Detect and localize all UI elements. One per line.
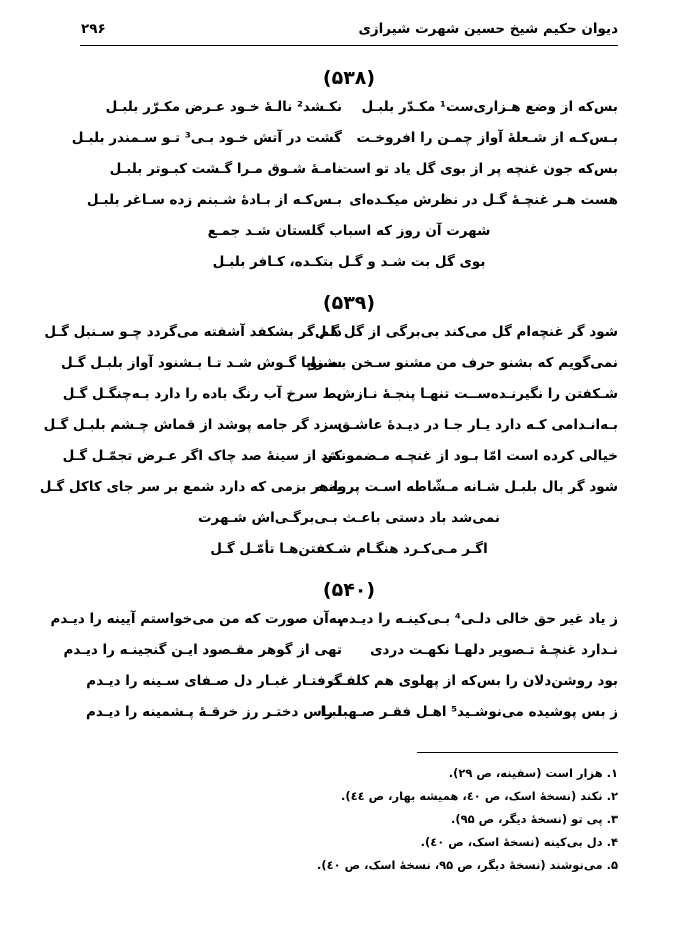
couplet — [71, 123, 618, 154]
first-hemistich: ز بس پوشیده می‌نوشـید⁵ اهـل فقـر صـهبا را — [320, 704, 618, 720]
first-hemistich: بـس‌کـه از شـعلهٔ آواز چمـن را افروخـت — [356, 130, 618, 146]
closing-hemistich: شهرت آن روز که اسباب گلستان شـد جمـع — [207, 223, 491, 239]
couplet — [80, 154, 618, 185]
first-hemistich: هست هـر غنچـهٔ گـل در نظرش میکـده‌ای — [349, 192, 618, 208]
closing-hemistich: نمی‌شد باد دستی باعـث بـی‌برگـی‌اش شـهرت — [197, 510, 500, 526]
running-header-title: دیوان حکیم شیخ حسین شهرت شیرازی — [358, 21, 618, 37]
first-hemistich: شود گر غنچه‌ام گل می‌کند بی‌برگی از گل گـل — [314, 324, 618, 340]
footnotes — [80, 762, 618, 877]
first-hemistich: خیالی کرده است امّا بـود از غنچـه مـضمونش — [321, 448, 618, 464]
header-rule — [80, 45, 618, 46]
second-hemistich: نکـشد² نالـهٔ خـود عـرض مکـرّر بلبـل — [105, 99, 342, 115]
couplet — [80, 185, 618, 216]
couplet — [80, 92, 618, 123]
ghazal-number: (۵۳۹) — [322, 292, 376, 314]
first-hemistich: بس‌که جون غنچه پر از بوی گل یاد تو است — [338, 161, 618, 177]
first-hemistich: نمی‌گویم که بشنو حرف من مشنو سـخن بـشنو — [308, 355, 618, 371]
second-hemistich: تهی از گوهر مقـصود ایـن گنجینـه را دیـدم — [63, 642, 342, 658]
couplet — [50, 604, 618, 635]
first-hemistich: بود روشن‌دلان را بس‌که از پهلوی هم کلفـت — [327, 673, 618, 689]
couplet — [63, 635, 618, 666]
second-hemistich: دلم گر بشکفد آشفته می‌گردد چـو سـنبل گـل — [44, 324, 342, 340]
couplet — [39, 472, 618, 503]
second-hemistich: گشت در آتش خـود بـی³ تـو سـمندر بلبـل — [71, 130, 342, 146]
first-hemistich: ز یاد غیر حق خالی دلـی⁴ بـی‌کینـه را دیـدم — [339, 611, 618, 627]
couplet — [80, 697, 618, 728]
couplet — [44, 317, 618, 348]
page-number: ۲۹۶ — [81, 21, 106, 37]
ghazal-number: (۵۴۰) — [322, 579, 376, 601]
footnote: ۴. دل بی‌کینه (نسخهٔ اسک، ص ٤۰). — [420, 835, 618, 849]
footnote: ۵. می‌نوشند (نسخهٔ دیگر، ص ۹۵، نسخهٔ اسک، ص ٤۰). — [316, 858, 618, 872]
second-hemistich: بـس‌کـه از بـادهٔ شـبنم زده سـاغر بلبـل — [86, 192, 342, 208]
ghazal-540 — [50, 576, 618, 728]
ghazal-number: (۵۳۸) — [322, 67, 376, 89]
couplet — [62, 441, 618, 472]
footnote: ۱. هزار است (سفینه، ص ۲۹). — [448, 766, 618, 780]
couplet — [62, 379, 618, 410]
first-hemistich: بـه‌انـدامی کـه دارد یـار جـا در دیـدهٔ عاشـق — [338, 417, 618, 433]
ghazal-538 — [71, 64, 618, 278]
second-hemistich: بط سرخ آب رنگ باده را دارد بـه‌چنگـل گـل — [62, 386, 342, 402]
ghazal-539 — [39, 289, 618, 565]
closing-hemistich: اگـر مـی‌کـرد هنگـام شـکفتن‌هـا تأمّـل گـل — [210, 541, 488, 557]
first-hemistich: بس‌که از وضع هـزاری‌ست¹ مکـدّر بلبـل — [361, 99, 618, 115]
second-hemistich: به‌آن صورت که من می‌خواستم آیینه را دیـدم — [50, 611, 342, 627]
couplet — [80, 666, 618, 697]
closing-hemistich: بوی گل بت شـد و گـل بتکـده، کـافر بلبـل — [212, 254, 486, 270]
couplet — [61, 348, 618, 379]
second-hemistich: سـراپا گـوش شـد تـا بـشنود آواز بلبـل گـل — [61, 355, 342, 371]
footnote: ۲. نکند (نسخهٔ اسک، ص ٤۰، همیشه بهار، ص ٤٤). — [340, 789, 618, 803]
second-hemistich: نامـهٔ شـوق مـرا گـشت کبـوتر بلبـل — [109, 161, 342, 177]
second-hemistich: لبـاس دختـر رز خرقـهٔ پـشمینه را دیـدم — [86, 704, 342, 720]
footnote-rule — [417, 752, 618, 753]
first-hemistich: نـدارد غنچـهٔ تـصویر دلهـا نکهـت دردی — [370, 642, 618, 658]
second-hemistich: کند از سینهٔ صد چاک اگر عـرض تجمّـل گـل — [62, 448, 342, 464]
second-hemistich: به‌هر بزمی که دارد شمع بر سر جای کاکل گـل — [39, 479, 342, 495]
footnote: ۳. پی تو (نسخهٔ دیگر، ص ۹۵). — [450, 812, 618, 826]
first-hemistich: شود گر بال بلبـل شـانه مـشّاطه اسـت پروانـه — [315, 479, 618, 495]
first-hemistich: شـکفتن را نگیرنـده‌ســت تنهـا پنجـهٔ نـازش — [336, 386, 618, 402]
couplet — [43, 410, 618, 441]
second-hemistich: گرفتـار غبـار دل صـفای سـینه را دیـدم — [86, 673, 342, 689]
second-hemistich: سزد گر جامه پوشد از قماش چـشم بلبـل گـل — [43, 417, 342, 433]
